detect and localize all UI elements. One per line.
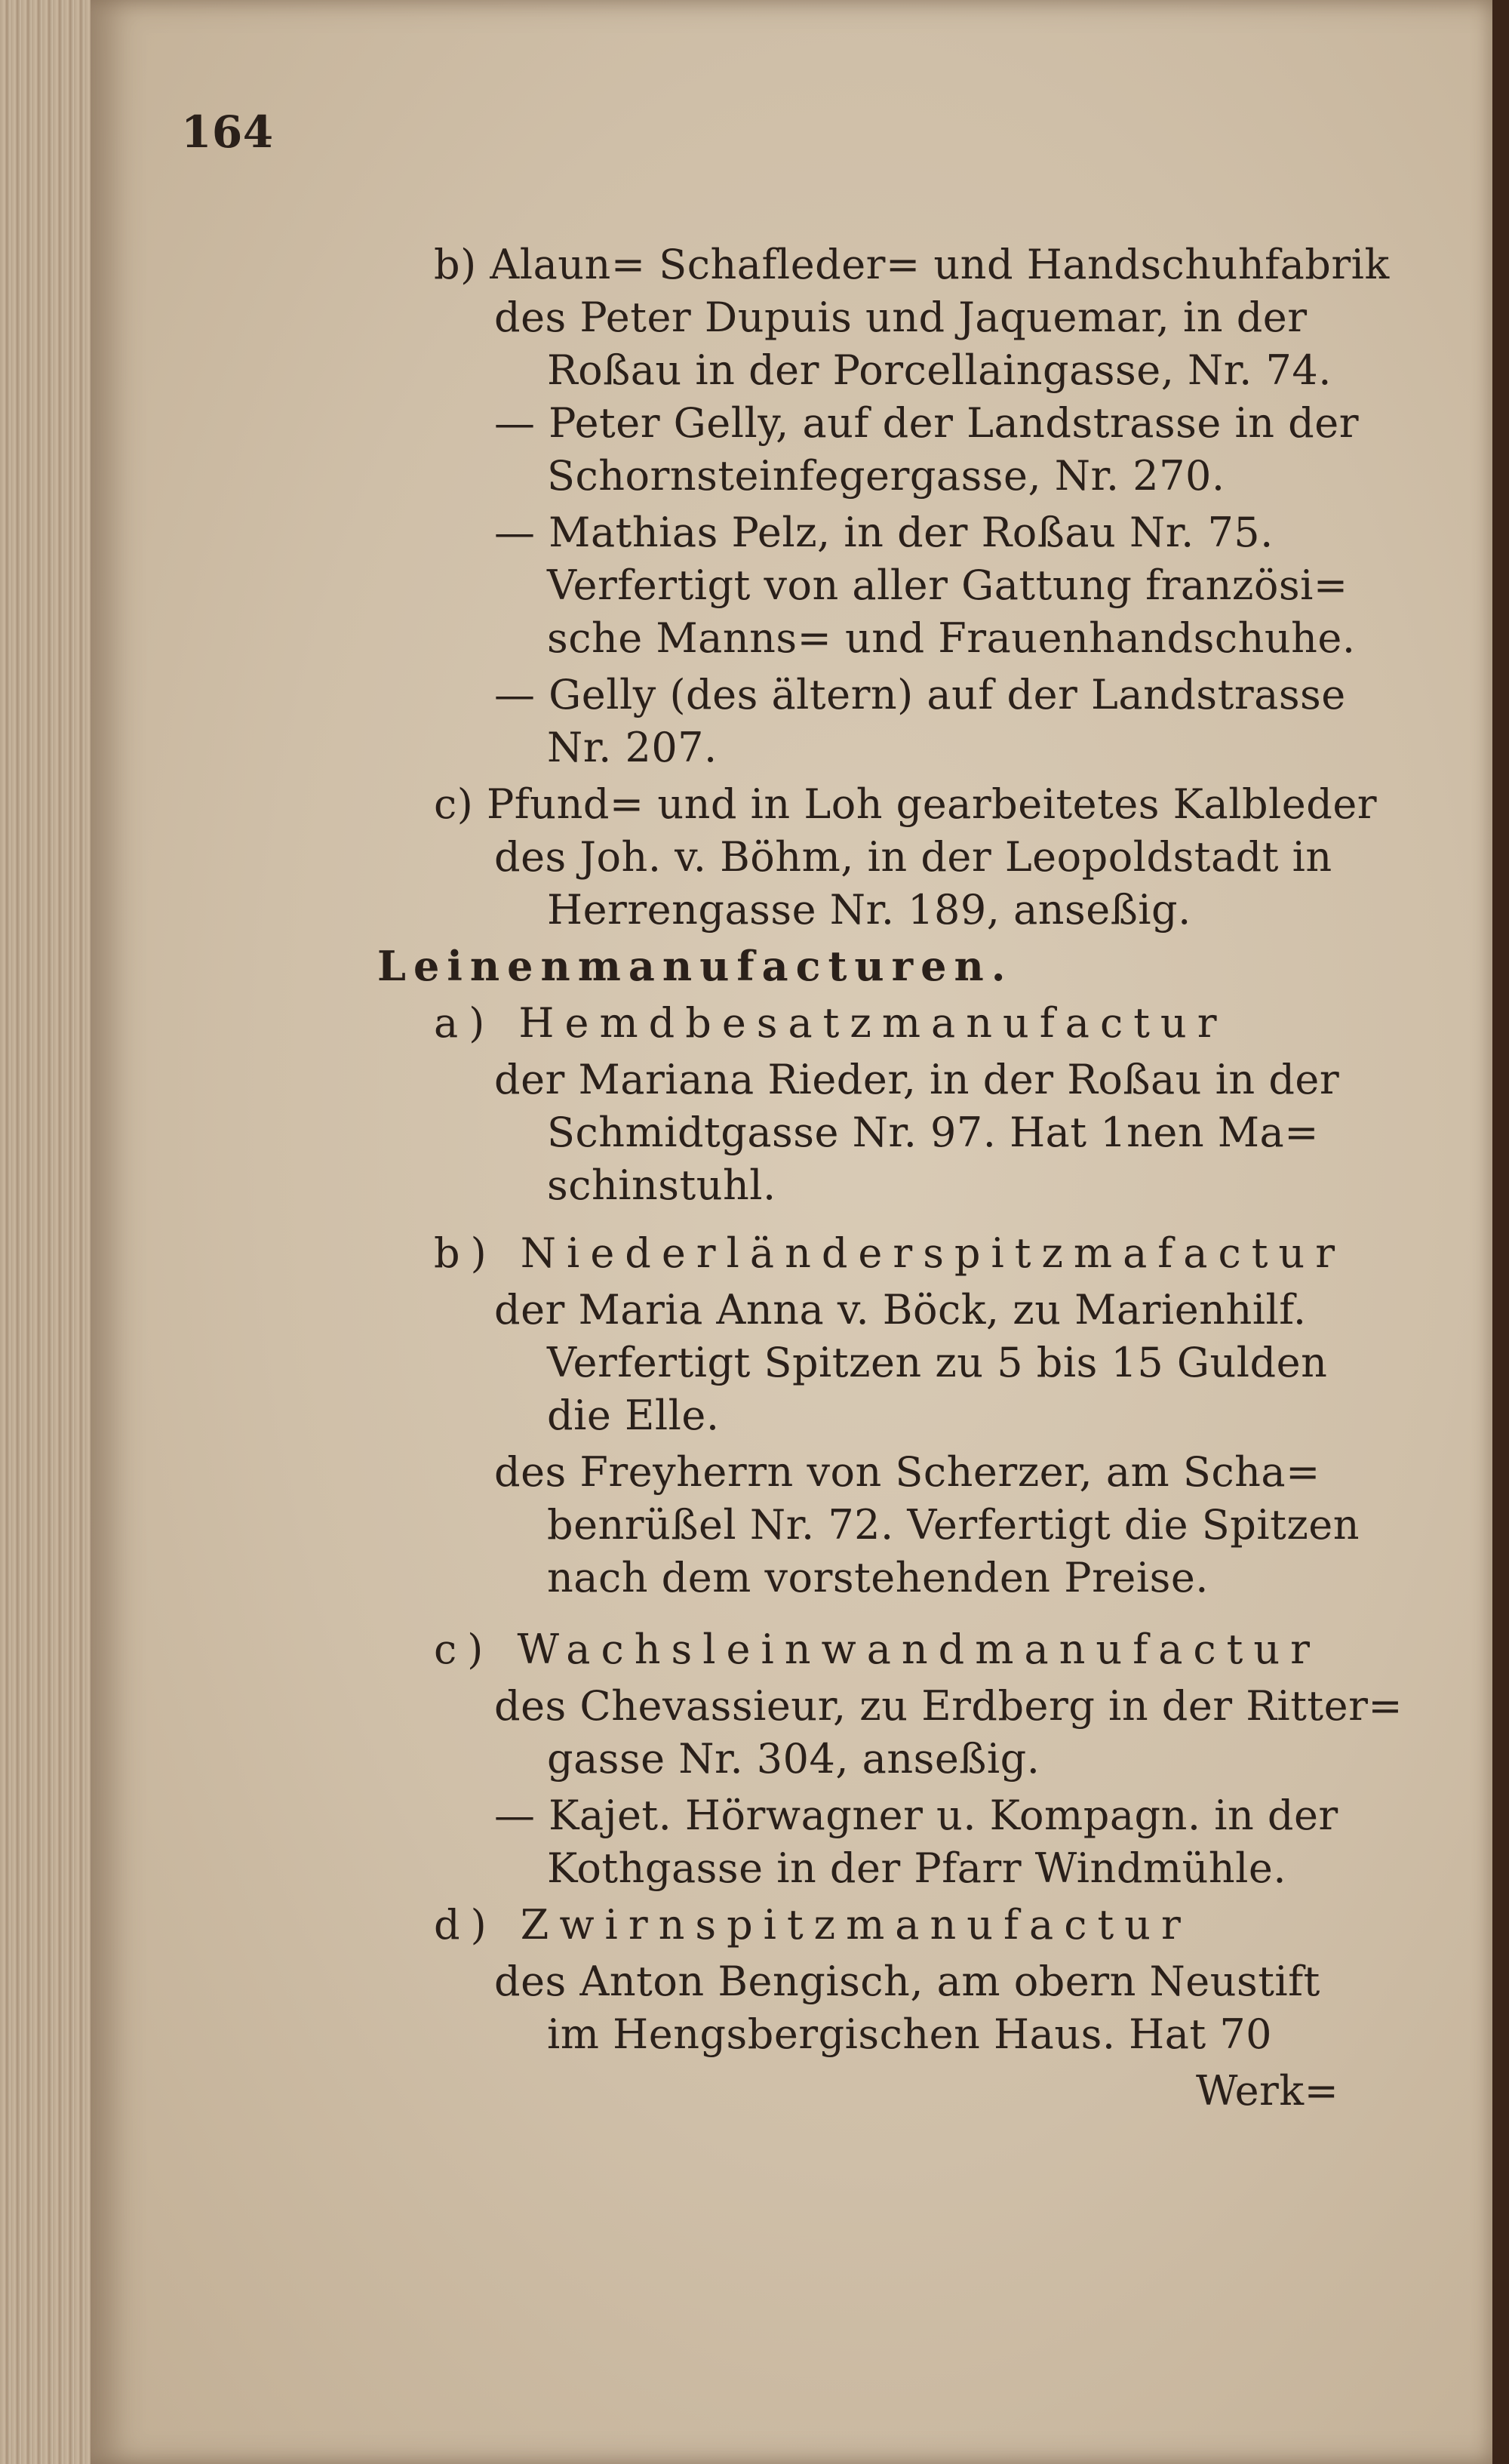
subheading: c) Wachsleinwandmanufactur <box>434 1626 1320 1673</box>
text-line: gasse Nr. 304, anseßig. <box>547 1735 1040 1783</box>
text-line: Nr. 207. <box>547 724 718 771</box>
text-line: Verfertigt von aller Gattung französi= <box>547 561 1348 609</box>
catchword: Werk= <box>1196 2067 1339 2115</box>
text-line: nach dem vorstehenden Preise. <box>547 1554 1209 1601</box>
text-line: des Chevassieur, zu Erdberg in der Ritter= <box>494 1682 1403 1730</box>
text-line: des Joh. v. Böhm, in der Leopoldstadt in <box>494 833 1332 881</box>
text-line: des Anton Bengisch, am obern Neustift <box>494 1958 1320 2005</box>
text-line: des Peter Dupuis und Jaquemar, in der <box>494 294 1308 341</box>
text-line: im Hengsbergischen Haus. Hat 70 <box>547 2010 1273 2058</box>
text-line: schinstuhl. <box>547 1161 776 1209</box>
subheading: a) Hemdbesatzmanufactur <box>434 999 1228 1047</box>
text-line: Herrengasse Nr. 189, anseßig. <box>547 886 1191 934</box>
text-line: der Mariana Rieder, in der Roßau in der <box>494 1056 1340 1103</box>
text-line: — Mathias Pelz, in der Roßau Nr. 75. <box>494 509 1274 556</box>
text-line: — Peter Gelly, auf der Landstrasse in der <box>494 399 1360 447</box>
text-line: Schornsteinfegergasse, Nr. 270. <box>547 452 1225 500</box>
text-line: Schmidtgasse Nr. 97. Hat 1nen Ma= <box>547 1109 1319 1156</box>
text-line: Verfertigt Spitzen zu 5 bis 15 Gulden <box>547 1339 1328 1386</box>
text-line: die Elle. <box>547 1392 720 1439</box>
text-line: b) Alaun= Schafleder= und Handschuhfabrik <box>434 241 1390 288</box>
text-line: Roßau in der Porcellaingasse, Nr. 74. <box>547 346 1332 394</box>
text-line: Kothgasse in der Pfarr Windmühle. <box>547 1844 1287 1892</box>
text-line: der Maria Anna v. Böck, zu Marienhilf. <box>494 1286 1307 1334</box>
section-heading: Leinenmanufacturen. <box>377 942 1013 990</box>
subheading: b) Niederländerspitzmafactur <box>434 1229 1346 1277</box>
subheading: d) Zwirnspitzmanufactur <box>434 1901 1191 1949</box>
text-line: — Gelly (des ältern) auf der Landstrasse <box>494 671 1346 718</box>
page-number: 164 <box>181 106 274 158</box>
text-line: benrüßel Nr. 72. Verfertigt die Spitzen <box>547 1501 1360 1549</box>
binding-edge <box>1492 0 1509 2464</box>
text-line: c) Pfund= und in Loh gearbeitetes Kalbleder <box>434 780 1378 828</box>
text-line: — Kajet. Hörwagner u. Kompagn. in der <box>494 1792 1338 1839</box>
text-line: des Freyherrn von Scherzer, am Scha= <box>494 1448 1320 1496</box>
text-line: sche Manns= und Frauenhandschuhe. <box>547 614 1356 662</box>
